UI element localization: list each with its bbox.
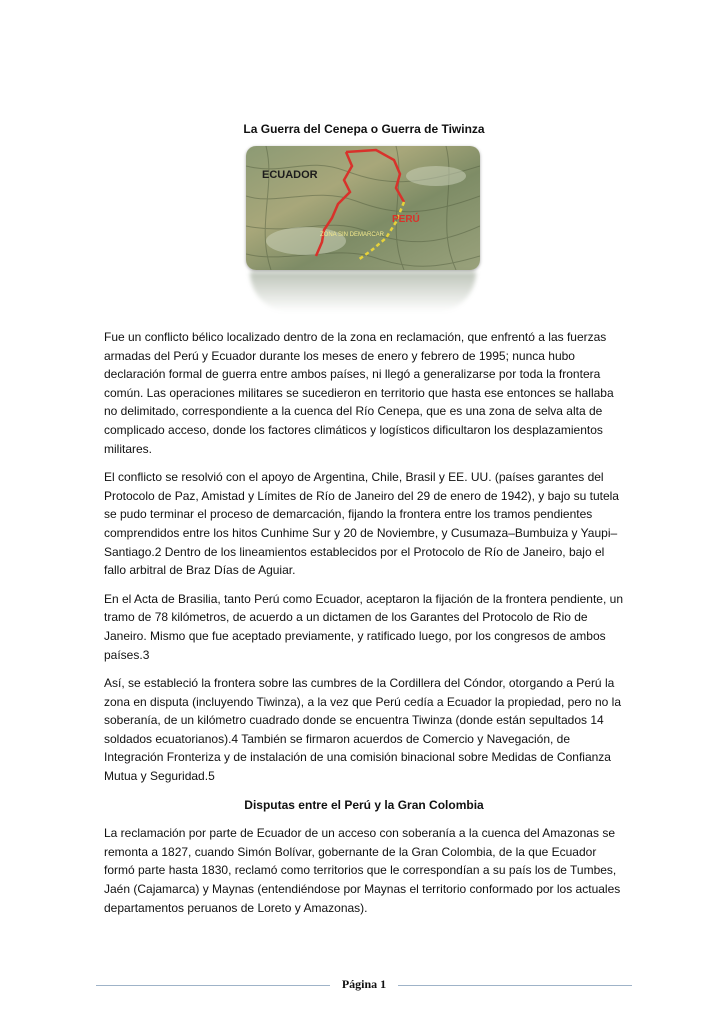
paragraph: El conflicto se resolvió con el apoyo de Argentina, Chile, Brasil y EE. UU. (países garantes del Protocolo de Paz, Amistad y Límites de Río de Janeiro del 29 de enero de 1942), y bajo su tutela se pudo terminar el proceso de demarcación, fijando la frontera entre los tramos pendientes comprendidos entre los hitos Cunhime Sur y 20 de Noviembre, y Cusumaza–Bumbuiza y Yaupi–Santiago.2 Dentro de los lineamientos establecidos por el Protocolo de Río de Janeiro, bajo el fallo arbitral de Braz Días de Aguiar. — [104, 470, 619, 578]
page-number: Página 1 — [341, 977, 387, 991]
paragraph: La reclamación por parte de Ecuador de un acceso con soberanía a la cuenca del Amazonas se remonta a 1827, cuando Simón Bolívar, gobernante de la Gran Colombia, de la que Ecuador formó parte hasta 1830, reclamó como territorios que le correspondían a su país los de Tumbes, Jaén (Cajamarca) y Maynas (entendiéndose por Maynas el territorio conformado por los actuales departamentos peruanos de Loreto y Amazonas). — [104, 826, 621, 915]
document-title: La Guerra del Cenepa o Guerra de Tiwinza — [243, 122, 485, 136]
footer-rule-left — [96, 985, 330, 986]
map-graphic — [246, 146, 480, 270]
map-label-ecuador: ECUADOR — [262, 169, 318, 181]
document-body — [104, 328, 624, 927]
map-reflection — [250, 272, 476, 312]
map-image — [246, 146, 480, 270]
page-footer — [96, 975, 632, 995]
map-label-peru: PERÚ — [392, 214, 420, 225]
section-subtitle: Disputas entre el Perú y la Gran Colombia — [244, 797, 484, 812]
paragraph: Fue un conflicto bélico localizado dentro de la zona en reclamación, que enfrentó a las fuerzas armadas del Perú y Ecuador durante los meses de enero y febrero de 1995; nunca hubo declaración formal de guerra entre ambos países, ni llegó a generalizarse por toda la frontera común. Las operaciones militares se sucedieron en territorio que hasta ese entonces se hallaba no delimitado, correspondiente a la cuenca del Río Cenepa, que es una zona de selva alta de complicado acceso, donde los factores climáticos y logísticos dificultaron los desplazamientos militares. — [104, 330, 614, 456]
paragraph: En el Acta de Brasilia, tanto Perú como Ecuador, aceptaron la fijación de la frontera pendiente, un tramo de 78 kilómetros, de acuerdo a un dictamen de los Garantes del Protocolo de Rio de Janeiro. Mismo que fue aceptado previamente, y ratificado luego, por los congresos de ambos países.3 — [104, 591, 623, 662]
paragraph: Así, se estableció la frontera sobre las cumbres de la Cordillera del Cóndor, otorgando a Perú la zona en disputa (incluyendo Tiwinza), a la vez que Perú cedía a Ecuador la propiedad, pero no la soberanía, de un kilómetro cuadrado donde se encuentra Tiwinza (donde están sepultados 14 soldados ecuatorianos).4 También se firmaron acuerdos de Comercio y Navegación, de Integración Fronteriza y de instalación de una comisión binacional sobre Medidas de Confianza Mutua y Seguridad.5 — [104, 676, 621, 784]
footer-rule-right — [398, 985, 632, 986]
map-label-zona: ZONA SIN DEMARCAR — [320, 232, 385, 238]
map-figure — [246, 146, 480, 316]
